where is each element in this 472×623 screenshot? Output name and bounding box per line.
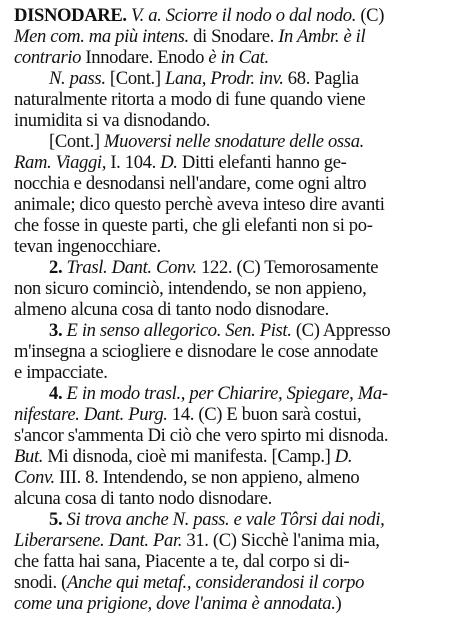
entry-text-run: 31. (C) Sicchè l'anima mia,: [182, 530, 380, 551]
entry-text-run: naturalmente ritorta a modo di fune quando viene: [14, 89, 366, 110]
entry-text-run: III. 8. Intendendo, se non appieno, almeno: [54, 467, 360, 488]
entry-text-run: 5.: [49, 509, 63, 530]
entry-text-run: 68. Paglia: [283, 68, 359, 89]
entry-text-run: (C) Appresso: [291, 320, 391, 341]
entry-text-run: tevan ingenocchiare.: [14, 236, 161, 257]
entry-text-run: nifestare. Dant. Purg.: [14, 404, 168, 425]
entry-text-run: 4.: [49, 383, 63, 404]
entry-text-run: come una prigione, dove l'anima è annodata.: [14, 593, 336, 614]
entry-text-run: Si trova anche N. pass. e vale Tôrsi dai nodi,: [62, 509, 385, 530]
entry-text-run: snodi. (: [14, 572, 67, 593]
entry-text-run: Trasl. Dant. Conv.: [62, 257, 197, 278]
entry-line: [14, 592, 459, 616]
entry-text-run: che fosse in queste parti, che gli elefanti non si po-: [14, 215, 373, 236]
entry-text-run: V. a. Sciorre il nodo o dal nodo.: [126, 5, 357, 26]
entry-text-run: Men com. ma più intens.: [14, 26, 189, 47]
entry-text-run: Temorosamente: [260, 257, 379, 278]
entry-text-run: Liberarsene. Dant. Par.: [14, 530, 183, 551]
entry-text-run: 122.: [196, 257, 237, 278]
entry-text-run: N. pass.: [49, 68, 106, 89]
entry-text-run: almeno alcuna cosa di tanto nodo disnodare.: [14, 299, 329, 320]
entry-text-run: che fatta hai sana, Piacente a te, dal corpo si di-: [14, 551, 350, 572]
entry-text-run: è il: [339, 26, 366, 47]
entry-text-run: è in Cat.: [208, 47, 269, 68]
entry-text-run: s'ancor s'ammenta Di ciò che vero spirto mi disnoda.: [14, 425, 389, 446]
entry-text-run: I. 104.: [106, 152, 161, 173]
entry-text-run: Anche qui metaf., considerandosi il corpo: [66, 572, 365, 593]
entry-text-run: DISNODARE.: [14, 5, 127, 26]
entry-text-run: [Cont.]: [49, 131, 105, 152]
entry-text-run: In Ambr.: [273, 26, 340, 47]
entry-text-run: E in senso allegorico. Sen. Pist.: [62, 320, 292, 341]
entry-text-run: 14. (C) E buon sarà costui,: [167, 404, 362, 425]
entry-text-run: [Cont.]: [105, 68, 165, 89]
entry-text-run: Ditti elefanti hanno ge-: [177, 152, 347, 173]
entry-text-run: alcuna cosa di tanto nodo disnodare.: [14, 488, 272, 509]
entry-text-run: (C): [356, 5, 385, 26]
entry-text-run: nocchia e desnodansi nell'andare, come ogni altro: [14, 173, 367, 194]
entry-text-run: Conv.: [14, 467, 55, 488]
entry-text-run: non sicuro cominciò, intendendo, se non appieno,: [14, 278, 367, 299]
entry-text-run: D.: [160, 152, 178, 173]
entry-text-run: m'insegna a sciogliere e disnodare le cose annodate: [14, 341, 378, 362]
entry-text-run: di: [188, 26, 212, 47]
entry-text-run: Mi disnoda, cioè mi manifesta. [Camp.]: [43, 446, 335, 467]
entry-text-run: Ram. Viaggi,: [14, 152, 107, 173]
entry-text-run: Snodare.: [211, 26, 274, 47]
entry-text-run: D.: [334, 446, 353, 467]
entry-text-run: (C): [236, 257, 261, 278]
entry-text-run: Muoversi nelle snodature delle ossa.: [104, 131, 364, 152]
entry-text-run: inumidita si va disnodando.: [14, 110, 211, 131]
entry-text-run: e impacciate.: [14, 362, 108, 383]
entry-text-run: E in modo trasl., per Chiarire, Spiegare, Ma-: [62, 383, 388, 404]
entry-text-run: Innodare. Enodo: [81, 47, 209, 68]
entry-text-run: ): [335, 593, 342, 614]
entry-text-run: 2.: [49, 257, 63, 278]
entry-text-run: 3.: [49, 320, 63, 341]
entry-text-run: animale; dico questo perchè aveva inteso dire avanti: [14, 194, 385, 215]
entry-text-run: Lana, Prodr. inv.: [164, 68, 284, 89]
entry-text-run: But.: [14, 446, 44, 467]
entry-text-run: contrario: [14, 47, 82, 68]
